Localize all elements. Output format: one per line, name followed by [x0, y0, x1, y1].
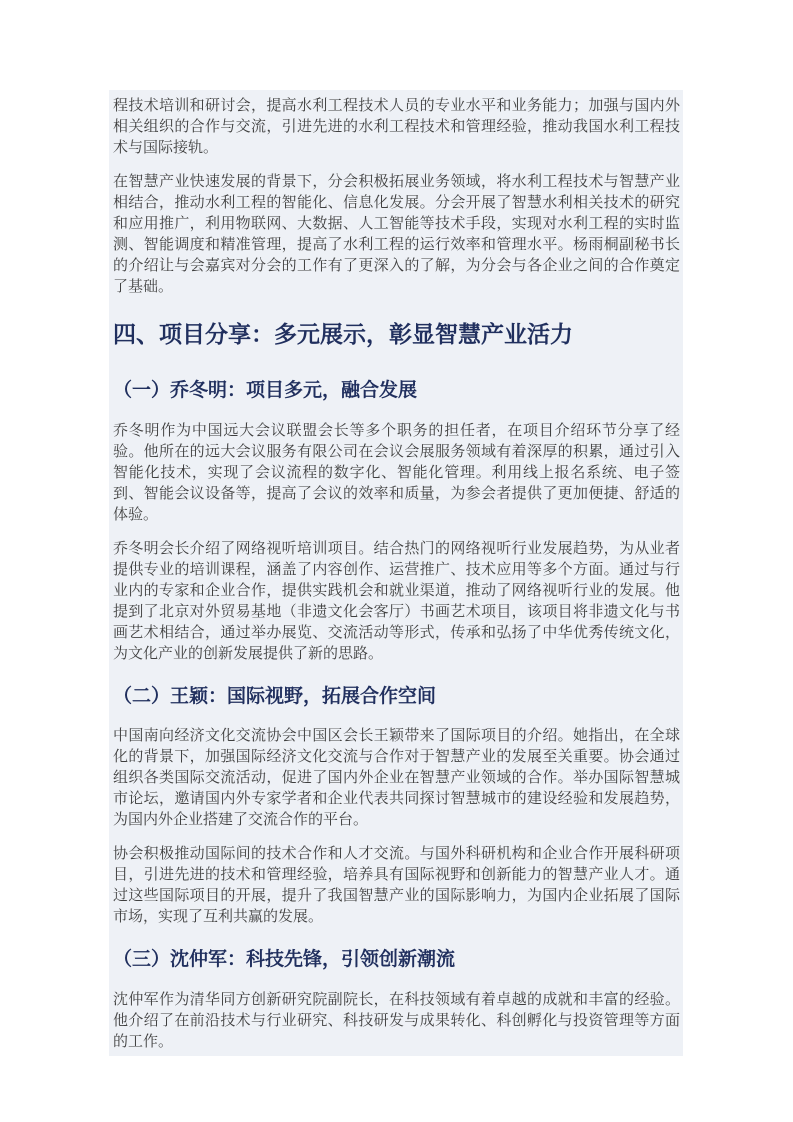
- paragraph-water-engineering-training: 程技术培训和研讨会，提高水利工程技术人员的专业水平和业务能力；加强与国内外相关组织的合作与交流，引进先进的水利工程技术和管理经验，推动我国水利工程技术与国际接轨。: [113, 97, 680, 156]
- subsection-3-heading-shenzhongjun: （三）沈仲军：科技先锋，引领创新潮流: [113, 949, 456, 971]
- paragraph-qiaodongming-projects: 乔冬明会长介绍了网络视听培训项目。结合热门的网络视听行业发展趋势，为从业者提供专业的培训课程，涵盖了内容创作、运营推广、技术应用等多个方面。通过与行业内的专家和企业合作，提供实践机会和就业渠道，推动了网络视听行业的发展。他提到了北京对外贸易基地（非遗文化会客厅）书画艺术项目，该项目将非遗文化与书画艺术相结合，通过举办展览、交流活动等形式，传承和弘扬了中华优秀传统文化，为文化产业的创新发展提供了新的思路。: [113, 539, 680, 662]
- paragraph-shenzhongjun-intro: 沈仲军作为清华同方创新研究院副院长，在科技领域有着卓越的成就和丰富的经验。他介绍了在前沿技术与行业研究、科技研发与成果转化、科创孵化与投资管理等方面的工作。: [113, 990, 680, 1050]
- paragraph-wangying-cooperation: 协会积极推动国际间的技术合作和人才交流。与国外科研机构和企业合作开展科研项目，引进先进的技术和管理经验，培养具有国际视野和创新能力的智慧产业人才。通过这些国际项目的开展，提升了我国智慧产业的国际影响力，为国内企业拓展了国际市场，实现了互利共赢的发展。: [113, 845, 680, 926]
- document-content: [109, 90, 683, 1056]
- paragraph-qiaodongming-intro: 乔冬明作为中国远大会议联盟会长等多个职务的担任者，在项目介绍环节分享了经验。他所在的远大会议服务有限公司在会议会展服务领域有着深厚的积累，通过引入智能化技术，实现了会议流程的数字化、智能化管理。利用线上报名系统、电子签到、智能会议设备等，提高了会议的效率和质量，为参会者提供了更加便捷、舒适的体验。: [113, 421, 680, 523]
- paragraph-wangying-intro: 中国南向经济文化交流协会中国区会长王颖带来了国际项目的介绍。她指出，在全球化的背景下，加强国际经济文化交流与合作对于智慧产业的发展至关重要。协会通过组织各类国际交流活动，促进了国内外企业在智慧产业领域的合作。举办国际智慧城市论坛，邀请国内外专家学者和企业代表共同探讨智慧城市的建设经验和发展趋势，为国内外企业搭建了交流合作的平台。: [113, 727, 680, 829]
- section-4-heading: 四、项目分享：多元展示，彰显智慧产业活力: [113, 322, 573, 347]
- subsection-2-heading-wangying: （二）王颖：国际视野，拓展合作空间: [113, 685, 437, 707]
- subsection-1-heading-qiaodongming: （一）乔冬明：项目多元，融合发展: [113, 380, 418, 402]
- paragraph-smart-industry-background: 在智慧产业快速发展的背景下，分会积极拓展业务领域，将水利工程技术与智慧产业相结合，推动水利工程的智能化、信息化发展。分会开展了智慧水利相关技术的研究和应用推广，利用物联网、大数据、人工智能等技术手段，实现对水利工程的实时监测、智能调度和精准管理，提高了水利工程的运行效率和管理水平。杨雨桐副秘书长的介绍让与会嘉宾对分会的工作有了更深入的了解，为分会与各企业之间的合作奠定了基础。: [113, 173, 680, 295]
